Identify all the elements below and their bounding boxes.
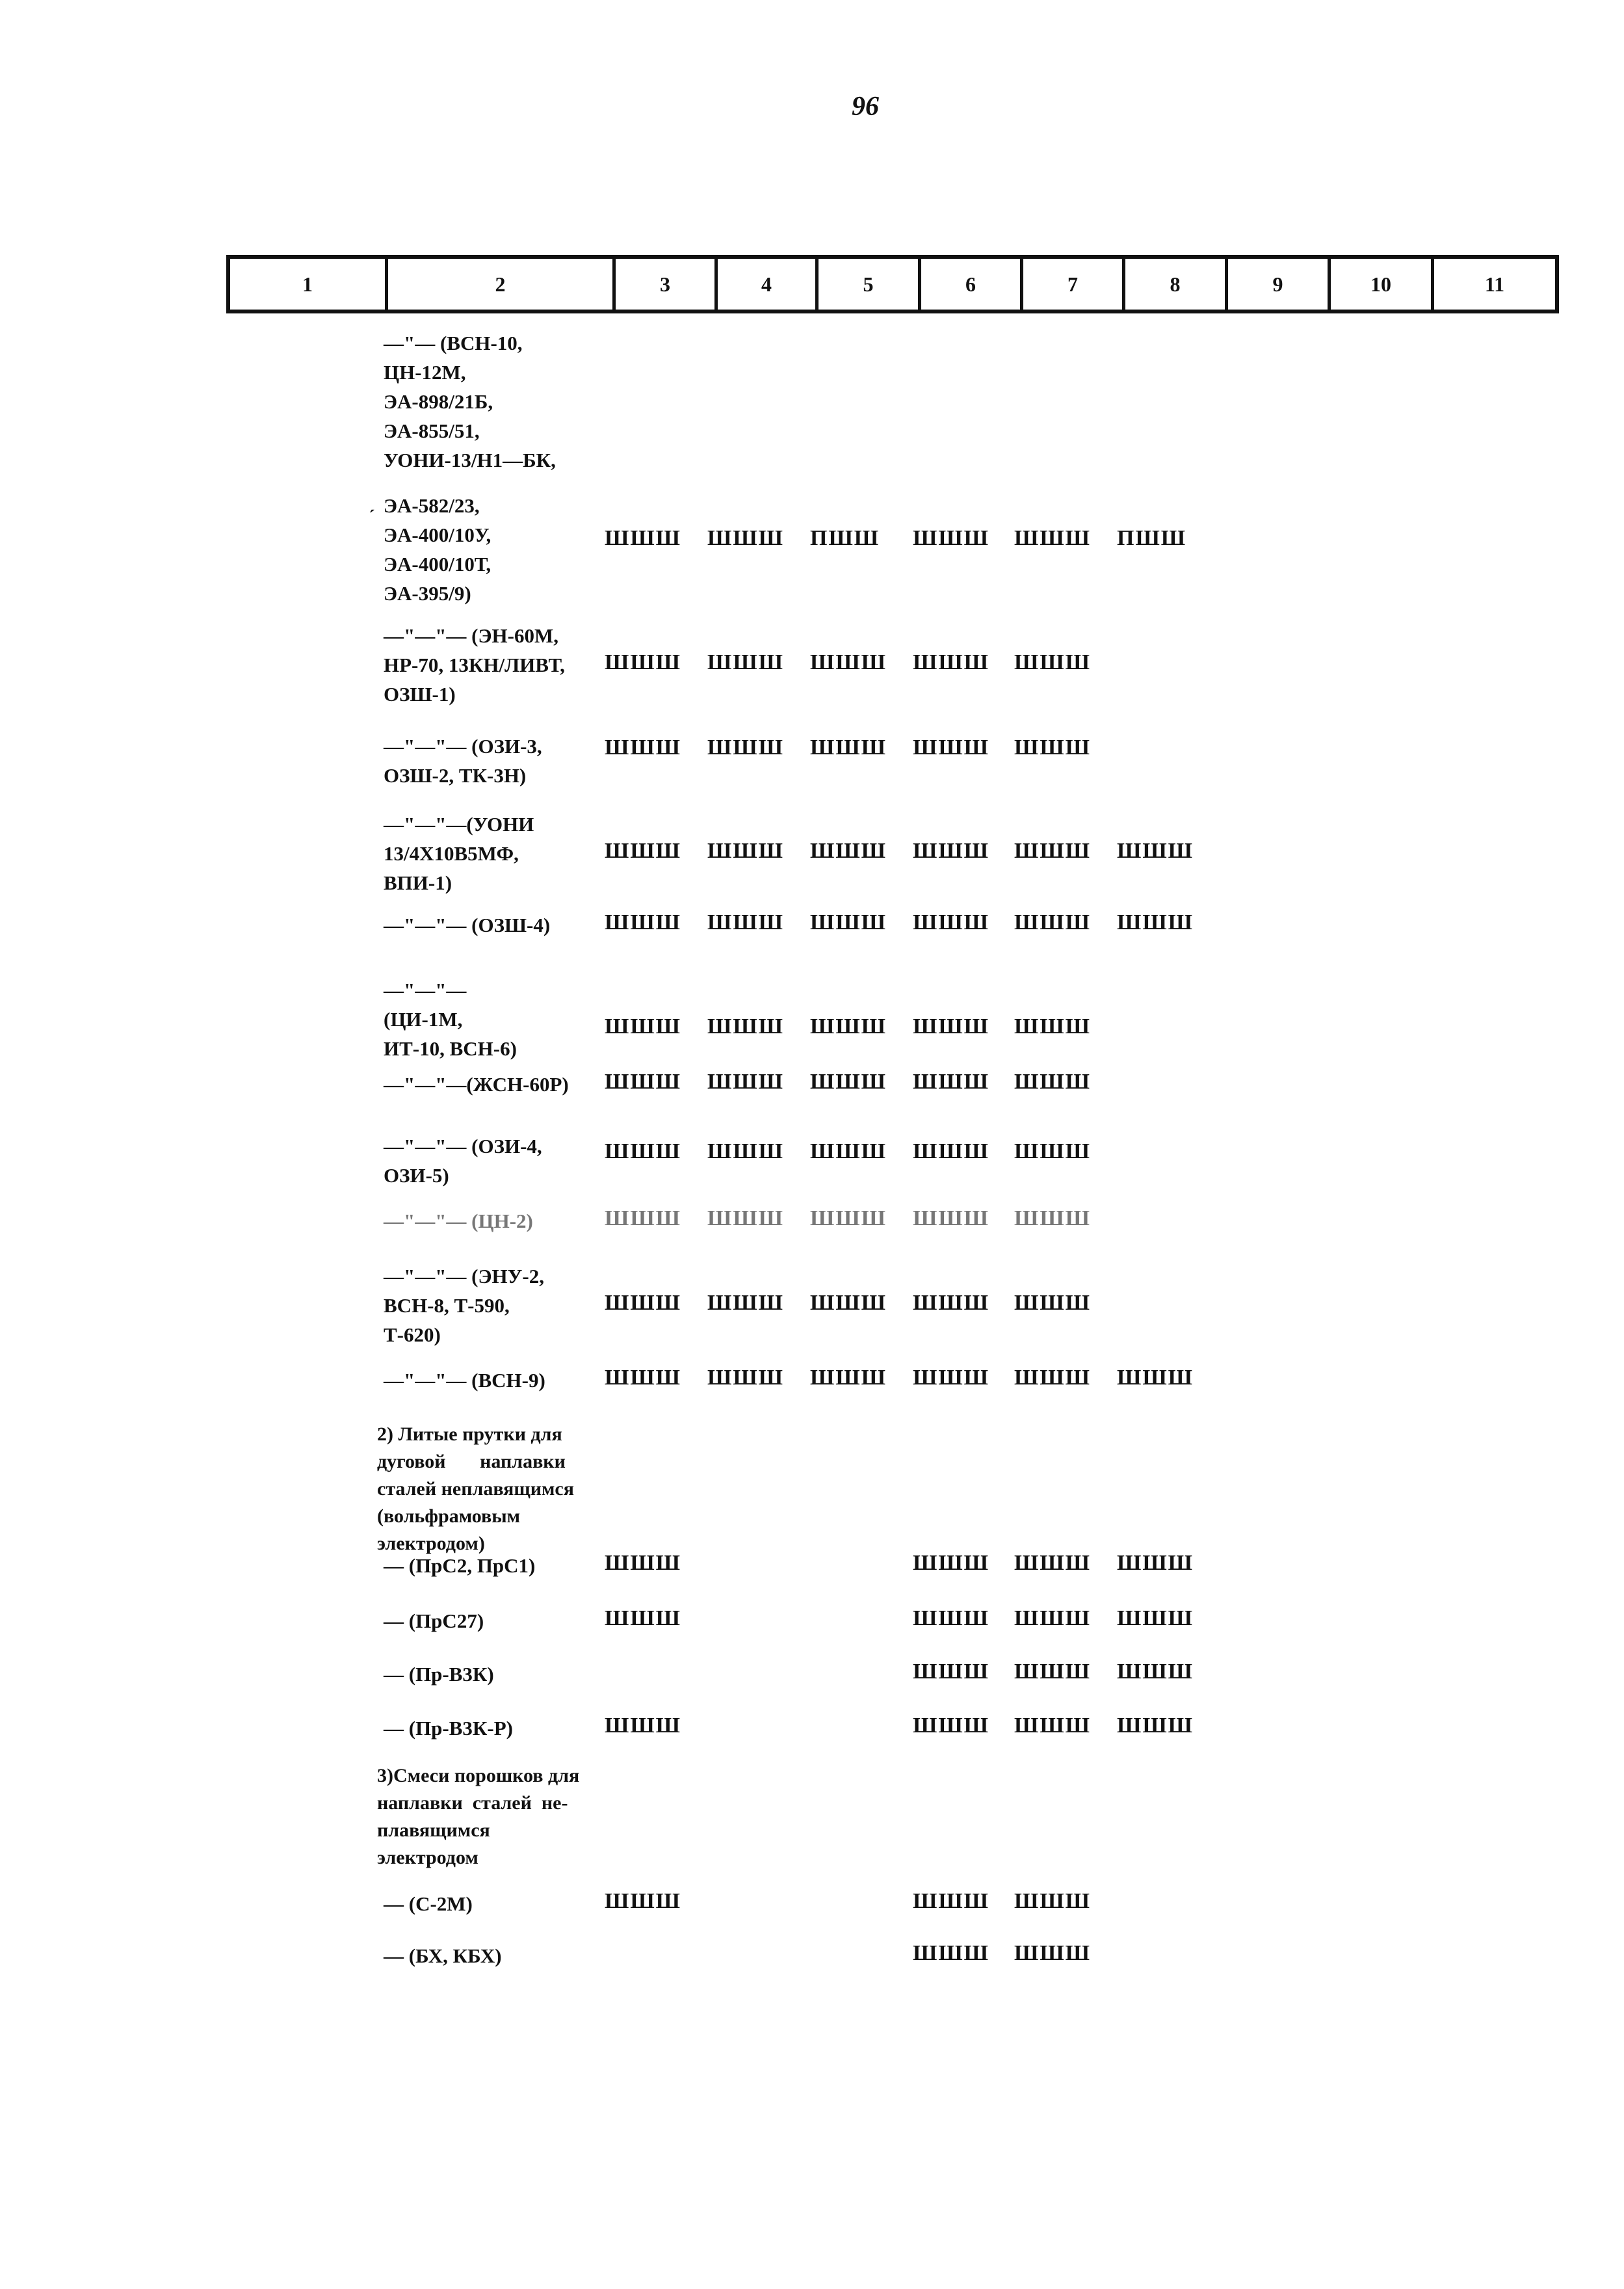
mark-col-8: ШШШ <box>1117 1606 1194 1630</box>
mark-col-4: ШШШ <box>707 526 785 550</box>
mark-col-7: ШШШ <box>1014 1941 1092 1965</box>
row-label: — (ПрС2, ПрС1) <box>384 1554 536 1577</box>
mark-col-7: ШШШ <box>1014 735 1092 760</box>
mark-col-7: ШШШ <box>1014 1366 1092 1390</box>
row-label: —"—"— (ОЗИ-3, ОЗШ-2, ТК-3Н) <box>384 735 542 787</box>
row-label: —"—"— (ЭН-60М, НР-70, 13КН/ЛИВТ, ОЗШ-1) <box>384 624 565 706</box>
column-header-3: 3 <box>612 259 714 310</box>
mark-col-7: ШШШ <box>1014 526 1092 550</box>
row-label: —"—"—(ЖСН-60Р) <box>384 1073 569 1096</box>
mark-col-4: ШШШ <box>707 735 785 760</box>
mark-col-6: ШШШ <box>913 1139 990 1163</box>
column-header-4: 4 <box>714 259 815 310</box>
column-header-8: 8 <box>1122 259 1225 310</box>
mark-col-3: ШШШ <box>605 910 682 934</box>
mark-col-7: ШШШ <box>1014 1713 1092 1738</box>
mark-col-7: ШШШ <box>1014 650 1092 674</box>
mark-col-3: ШШШ <box>605 1551 682 1575</box>
mark-col-4: ШШШ <box>707 1291 785 1315</box>
mark-col-6: ШШШ <box>913 910 990 934</box>
mark-col-3: ШШШ <box>605 1070 682 1094</box>
mark-col-3: ШШШ <box>605 1139 682 1163</box>
mark-col-6: ШШШ <box>913 650 990 674</box>
row-label: —"—"— (ОЗИ-4, ОЗИ-5) <box>384 1135 542 1187</box>
mark-col-3: ШШШ <box>605 1291 682 1315</box>
mark-col-6: ШШШ <box>913 1366 990 1390</box>
mark-col-4: ШШШ <box>707 650 785 674</box>
mark-col-8: ШШШ <box>1117 1713 1194 1738</box>
section-heading: 3)Смеси порошков для наплавки сталей не- плавящимся электродом <box>377 1765 580 1868</box>
mark-col-6: ШШШ <box>913 735 990 760</box>
mark-col-7: ШШШ <box>1014 1606 1092 1630</box>
mark-col-4: ШШШ <box>707 1139 785 1163</box>
row-label: — (ПрС27) <box>384 1609 484 1632</box>
row-label: ЭА-582/23, ЭА-400/10У, ЭА-400/10Т, ЭА-395/9) <box>384 494 491 605</box>
mark-col-5: ПШШ <box>810 526 880 550</box>
column-header-6: 6 <box>918 259 1020 310</box>
mark-col-8: ШШШ <box>1117 910 1194 934</box>
stray-mark: ˏ <box>369 493 376 513</box>
row-label: —"—"— (ЦИ-1М, ИТ-10, ВСН-6) <box>384 979 517 1060</box>
row-label: —"—"— (ЦН-2) <box>384 1210 533 1232</box>
column-header-table <box>226 255 1559 313</box>
mark-col-5: ШШШ <box>810 1014 887 1039</box>
mark-col-4: ШШШ <box>707 839 785 863</box>
mark-col-8: ШШШ <box>1117 1366 1194 1390</box>
mark-col-5: ШШШ <box>810 1366 887 1390</box>
mark-col-5: ШШШ <box>810 1291 887 1315</box>
column-header-2: 2 <box>385 259 612 310</box>
mark-col-8: ШШШ <box>1117 839 1194 863</box>
row-label: —"—"— (ВСН-9) <box>384 1369 545 1392</box>
mark-col-7: ШШШ <box>1014 1551 1092 1575</box>
mark-col-7: ШШШ <box>1014 1139 1092 1163</box>
mark-col-3: ШШШ <box>605 650 682 674</box>
mark-col-7: ШШШ <box>1014 1206 1092 1230</box>
mark-col-7: ШШШ <box>1014 839 1092 863</box>
mark-col-5: ШШШ <box>810 1070 887 1094</box>
column-header-7: 7 <box>1020 259 1122 310</box>
mark-col-3: ШШШ <box>605 1889 682 1913</box>
mark-col-4: ШШШ <box>707 1070 785 1094</box>
row-label: —"—"—(УОНИ 13/4Х10В5МФ, ВПИ-1) <box>384 813 534 894</box>
mark-col-8: ШШШ <box>1117 1551 1194 1575</box>
mark-col-5: ШШШ <box>810 839 887 863</box>
mark-col-6: ШШШ <box>913 1660 990 1684</box>
column-header-1: 1 <box>302 272 313 296</box>
mark-col-6: ШШШ <box>913 526 990 550</box>
section-heading: 2) Литые прутки для дуговой наплавки сталей неплавящимся (вольфрамовым электродом) <box>377 1423 574 1554</box>
mark-col-6: ШШШ <box>913 1291 990 1315</box>
mark-col-3: ШШШ <box>605 1014 682 1039</box>
mark-col-3: ШШШ <box>605 1713 682 1738</box>
mark-col-6: ШШШ <box>913 1606 990 1630</box>
mark-col-7: ШШШ <box>1014 1660 1092 1684</box>
mark-col-5: ШШШ <box>810 1139 887 1163</box>
mark-col-7: ШШШ <box>1014 910 1092 934</box>
mark-col-5: ШШШ <box>810 650 887 674</box>
mark-col-7: ШШШ <box>1014 1070 1092 1094</box>
column-header-11: 11 <box>1431 259 1555 310</box>
row-label: —"— (ВСН-10, ЦН-12М, ЭА-898/21Б, ЭА-855/51, УОНИ-13/Н1—БК, <box>384 332 556 471</box>
mark-col-3: ШШШ <box>605 735 682 760</box>
mark-col-6: ШШШ <box>913 1070 990 1094</box>
column-header-10: 10 <box>1328 259 1431 310</box>
mark-col-7: ШШШ <box>1014 1014 1092 1039</box>
column-header-9: 9 <box>1225 259 1328 310</box>
mark-col-6: ШШШ <box>913 1551 990 1575</box>
mark-col-6: ШШШ <box>913 1206 990 1230</box>
mark-col-4: ШШШ <box>707 1014 785 1039</box>
mark-col-5: ШШШ <box>810 910 887 934</box>
row-label: — (С-2М) <box>384 1892 473 1915</box>
row-label: — (БХ, КБХ) <box>384 1944 502 1967</box>
mark-col-6: ШШШ <box>913 1941 990 1965</box>
page-number: 96 <box>852 92 879 122</box>
row-label: —"—"— (ОЗШ-4) <box>384 914 551 936</box>
mark-col-8: ПШШ <box>1117 526 1187 550</box>
row-label: — (Пр-В3К-Р) <box>384 1717 513 1740</box>
row-label: — (Пр-В3К) <box>384 1663 494 1686</box>
mark-col-4: ШШШ <box>707 1366 785 1390</box>
mark-col-3: ШШШ <box>605 839 682 863</box>
mark-col-6: ШШШ <box>913 1713 990 1738</box>
mark-col-7: ШШШ <box>1014 1889 1092 1913</box>
mark-col-3: ШШШ <box>605 526 682 550</box>
mark-col-7: ШШШ <box>1014 1291 1092 1315</box>
row-label: —"—"— (ЭНУ-2, ВСН-8, Т-590, Т-620) <box>384 1265 544 1346</box>
column-header-5: 5 <box>815 259 918 310</box>
mark-col-6: ШШШ <box>913 1014 990 1039</box>
mark-col-6: ШШШ <box>913 1889 990 1913</box>
mark-col-3: ШШШ <box>605 1206 682 1230</box>
mark-col-3: ШШШ <box>605 1366 682 1390</box>
mark-col-6: ШШШ <box>913 839 990 863</box>
mark-col-5: ШШШ <box>810 1206 887 1230</box>
mark-col-4: ШШШ <box>707 910 785 934</box>
mark-col-3: ШШШ <box>605 1606 682 1630</box>
mark-col-5: ШШШ <box>810 735 887 760</box>
mark-col-8: ШШШ <box>1117 1660 1194 1684</box>
mark-col-4: ШШШ <box>707 1206 785 1230</box>
